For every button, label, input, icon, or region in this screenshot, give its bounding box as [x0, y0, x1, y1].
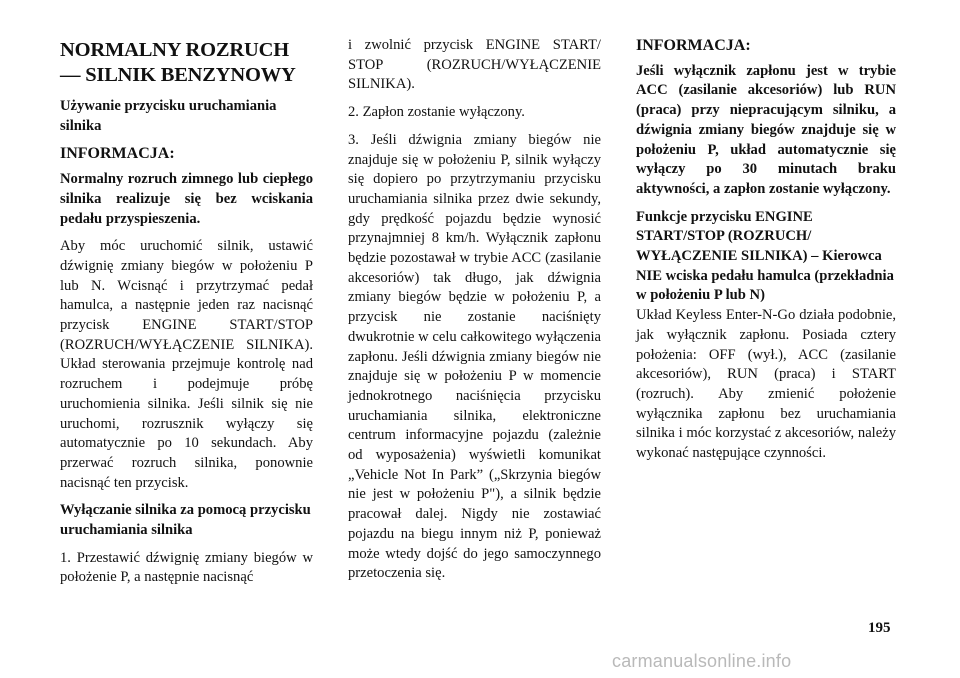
section-title: NORMALNY ROZRUCH — SILNIK BENZYNOWY: [60, 39, 296, 86]
column-left: [60, 36, 313, 596]
subsection-heading-stop: Wyłączanie silnika za pomocą przycisku uruchamiania silnika: [60, 502, 311, 539]
step-1: 1. Przestawić dźwignię zmiany biegów w położenie P, a następnie nacisnąć: [60, 549, 313, 586]
subsection-heading: Używanie przycisku uruchamiania silnika: [60, 98, 277, 134]
info-note: Normalny rozruch zimnego lub ciepłego silnika realizuje się bez wciskania pedału przyspieszenia.: [60, 171, 313, 227]
column-right: [636, 36, 896, 472]
info-note-right: Jeśli wyłącznik zapłonu jest w trybie ACC (zasilanie akcesoriów) lub RUN (praca) przy niepracującym silniku, a dźwignia zmiany biegów znajduje się w położeniu P, układ automatycznie się wyłączy po 30 minutach braku aktywności, a zapłon zostanie wyłączony.: [636, 62, 896, 197]
subsection-heading-functions: Funkcje przycisku ENGINE START/STOP (ROZRUCH/ WYŁĄCZENIE SILNIKA) – Kierowca NIE wciska pedału hamulca (przekładnia w położeniu P lub N): [636, 208, 894, 304]
step-3: 3. Jeśli dźwignia zmiany biegów nie znajduje się w położeniu P, silnik wyłączy się dopiero po przytrzymaniu przycisku uruchamiania silnika przez dwie sekundy, gdy prędkość pojazdu będzie wynosić przynajmniej 8 km/h. Wyłącznik zapłonu będzie pozostawał w trybie ACC (zasilanie akcesoriów) tak długo, jak dźwignia zmiany biegów będzie w położeniu P, a przycisk nie zostanie naciśnięty dwukrotnie w celu całkowitego wyłączenia zapłonu. Jeśli dźwignia zmiany biegów nie znajduje się w położeniu P w momencie jednokrotnego naciśnięcia przycisku uruchamiania silnika, elektroniczne centrum informacyjne pojazdu (zależnie od wyposażenia) wyświetli komunikat „Vehicle Not In Park” („Skrzynia biegów nie jest w położeniu P"), a silnik będzie pracował dalej. Nigdy nie zostawiać pojazdu na biegu innym niż P, ponieważ może wtedy dojść do jego samoczynnego przetoczenia się.: [348, 131, 601, 582]
step-2: 2. Zapłon zostanie wyłączony.: [348, 104, 525, 121]
page-number: 195: [868, 620, 891, 636]
step-1-continued: i zwolnić przycisk ENGINE START/ STOP (ROZRUCH/WYŁĄCZENIE SILNIKA).: [348, 37, 601, 93]
column-middle: [348, 36, 601, 592]
watermark: carmanualsonline.info: [612, 651, 792, 671]
info-heading: INFORMACJA:: [60, 145, 175, 163]
paragraph-start-procedure: Aby móc uruchomić silnik, ustawić dźwignię zmiany biegów w położeniu P lub N. Wcisnąć i przytrzymać pedał hamulca, a następnie jeden raz nacisnąć przycisk ENGINE START/STOP (ROZRUCH/WYŁĄCZENIE SILNIKA). Układ sterowania przejmuje kontrolę nad rozruchem i podejmuje próbę uruchomienia silnika. Jeśli silnik się nie uruchomi, rozrusznik wyłączy się automatycznie po 10 sekundach. Aby przerwać rozruch silnika, ponownie nacisnąć ten przycisk.: [60, 238, 313, 491]
paragraph-keyless: Układ Keyless Enter-N-Go działa podobnie, jak wyłącznik zapłonu. Posiada cztery położenia: OFF (wył.), ACC (zasilanie akcesoriów), RUN (praca) i START (rozruch). Aby zmienić położenie wyłącznika zapłonu bez uruchamiania silnika i móc korzystać z akcesoriów, należy wykonać następujące czynności.: [636, 307, 896, 462]
info-heading-right: INFORMACJA:: [636, 37, 751, 54]
